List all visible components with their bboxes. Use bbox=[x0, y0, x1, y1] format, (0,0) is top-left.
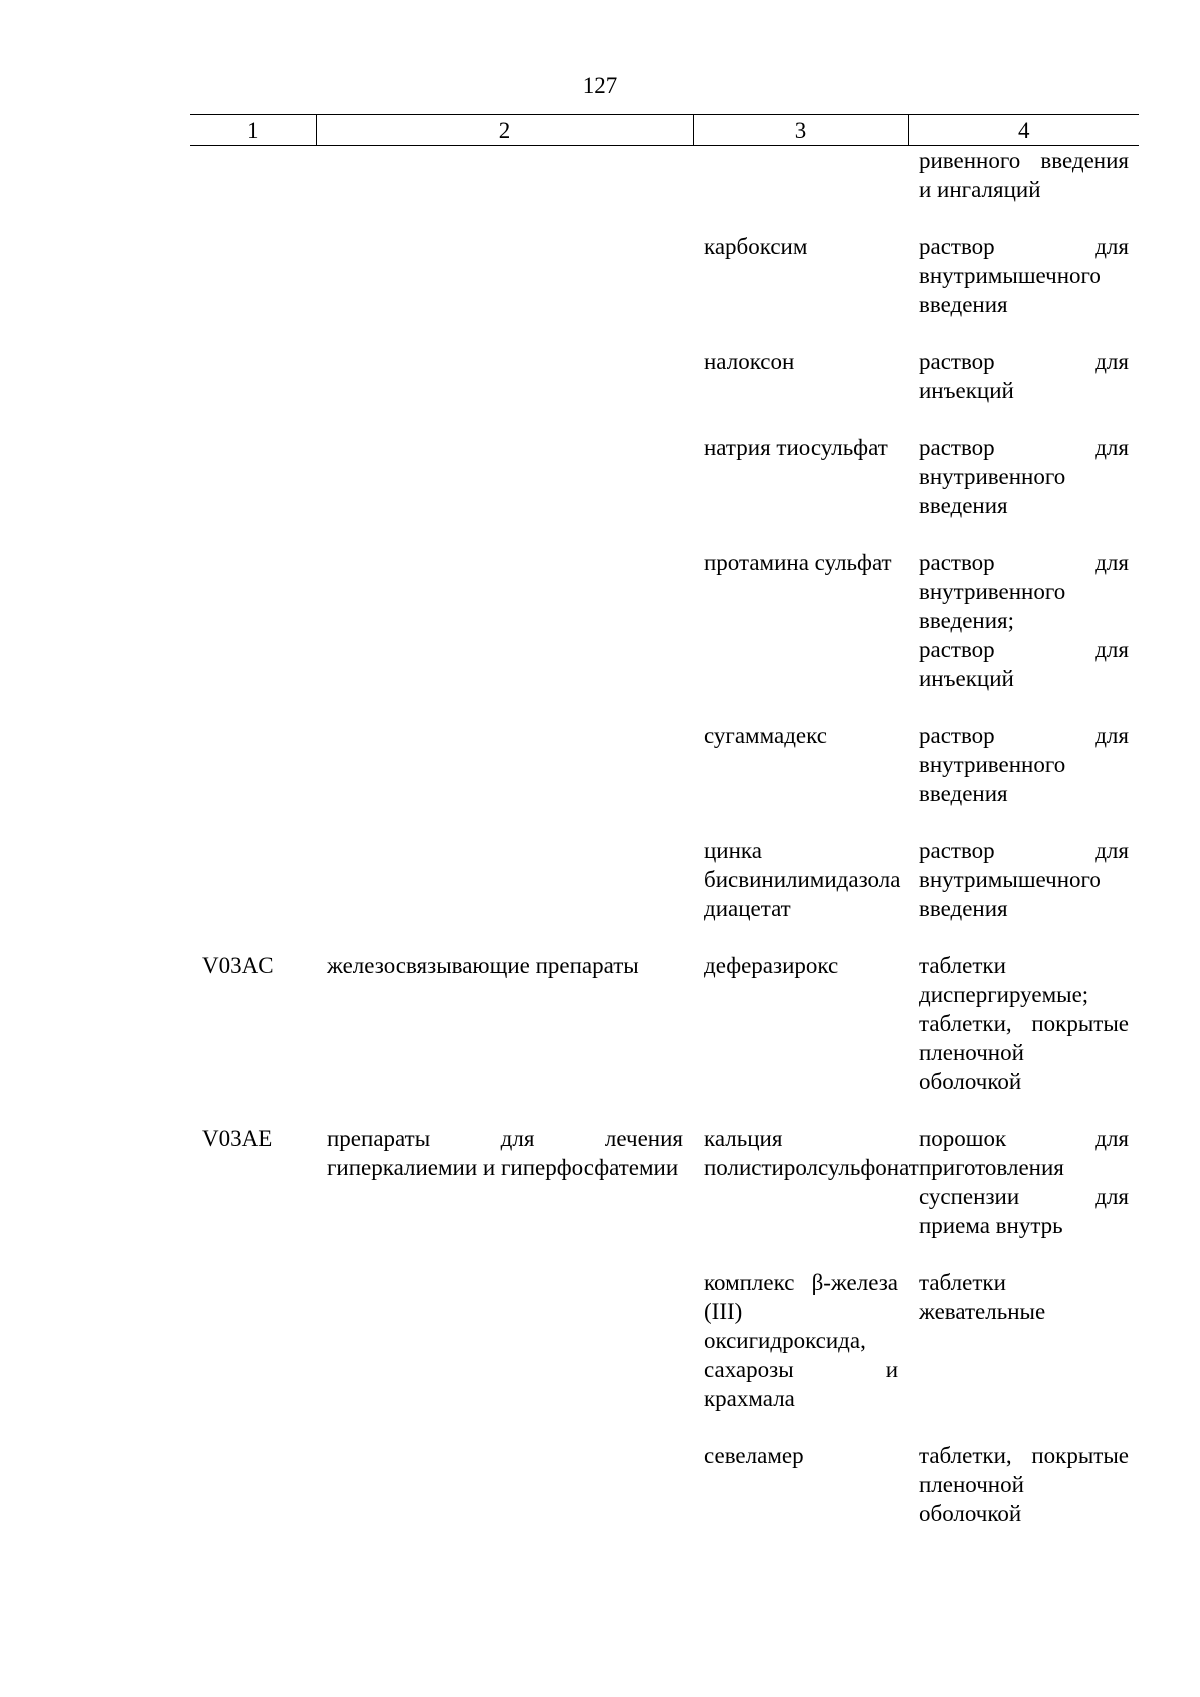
group-cell bbox=[316, 1441, 693, 1528]
dosage-form-cell: ривенного введения и ингаляций bbox=[919, 148, 1129, 202]
dosage-form-cell: таблетки, покрытые пленочной оболочкой bbox=[919, 1443, 1129, 1526]
group-cell: железосвязывающие препараты bbox=[327, 953, 639, 978]
dosage-form-cell: раствор для внутривенного введения; раствор для инъекций bbox=[919, 550, 1129, 691]
group-cell bbox=[316, 232, 693, 347]
atc-code-cell bbox=[190, 1441, 316, 1528]
drug-name-cell: севеламер bbox=[704, 1443, 804, 1468]
atc-code-cell bbox=[190, 721, 316, 836]
drug-name-cell: налоксон bbox=[704, 349, 795, 374]
drug-name-cell: кальция полистиролсульфонат bbox=[704, 1126, 919, 1180]
dosage-form-cell: порошок для приготовления суспензии для приема внутрь bbox=[919, 1126, 1129, 1238]
drug-name-cell: деферазирокс bbox=[704, 953, 839, 978]
header-row bbox=[190, 115, 1139, 146]
dosage-form-cell: таблетки жевательные bbox=[919, 1270, 1046, 1324]
table-row bbox=[190, 433, 1139, 548]
table-body bbox=[190, 146, 1139, 1529]
group-cell bbox=[316, 548, 693, 721]
atc-code-cell bbox=[190, 232, 316, 347]
atc-code-cell bbox=[190, 548, 316, 721]
atc-code-cell bbox=[190, 347, 316, 433]
table-row bbox=[190, 1441, 1139, 1528]
table-row bbox=[190, 347, 1139, 433]
drug-name-cell: карбоксим bbox=[704, 234, 808, 259]
header-col-4: 4 bbox=[908, 115, 1139, 146]
group-cell bbox=[316, 836, 693, 951]
header-col-2: 2 bbox=[316, 115, 693, 146]
atc-code-cell: V03AC bbox=[202, 953, 274, 978]
table-row bbox=[190, 836, 1139, 951]
atc-code-cell bbox=[190, 146, 316, 233]
drug-name-cell: протамина сульфат bbox=[704, 550, 892, 575]
dosage-form-cell: раствор для внутривенного введения bbox=[919, 723, 1129, 806]
header-col-1: 1 bbox=[190, 115, 316, 146]
drug-name-cell bbox=[693, 146, 908, 233]
atc-code-cell bbox=[190, 836, 316, 951]
dosage-form-cell: раствор для внутривенного введения bbox=[919, 435, 1129, 518]
atc-code-cell bbox=[190, 1268, 316, 1441]
drug-name-cell: комплекс β-железа (III) оксигидроксида, сахарозы и крахмала bbox=[704, 1270, 898, 1411]
group-cell bbox=[316, 721, 693, 836]
page-number: 127 bbox=[582, 73, 618, 98]
table-header bbox=[190, 115, 1139, 146]
group-cell bbox=[316, 433, 693, 548]
table-row bbox=[190, 548, 1139, 721]
drug-table bbox=[190, 114, 1139, 1528]
drug-name-cell: сугаммадекс bbox=[704, 723, 827, 748]
dosage-form-cell: раствор для внутримышечного введения bbox=[919, 234, 1129, 317]
drug-name-cell: натрия тиосульфат bbox=[704, 435, 888, 460]
dosage-form-cell: раствор для инъекций bbox=[919, 349, 1129, 403]
group-cell: препараты для лечения гиперкалиемии и гиперфосфатемии bbox=[327, 1126, 683, 1180]
table-row bbox=[190, 721, 1139, 836]
group-cell bbox=[316, 347, 693, 433]
table-row bbox=[190, 951, 1139, 1124]
atc-code-cell: V03AE bbox=[202, 1126, 273, 1151]
dosage-form-cell: таблетки диспергируемые; таблетки, покрытые пленочной оболочкой bbox=[919, 953, 1129, 1094]
table-row bbox=[190, 232, 1139, 347]
table-row bbox=[190, 1268, 1139, 1441]
dosage-form-cell: раствор для внутримышечного введения bbox=[919, 838, 1129, 921]
table-row bbox=[190, 146, 1139, 233]
group-cell bbox=[316, 1268, 693, 1441]
header-col-3: 3 bbox=[693, 115, 908, 146]
group-cell bbox=[316, 146, 693, 233]
atc-code-cell bbox=[190, 433, 316, 548]
table-row bbox=[190, 1124, 1139, 1268]
drug-name-cell: цинка бисвинилимидазола диацетат bbox=[704, 838, 901, 921]
